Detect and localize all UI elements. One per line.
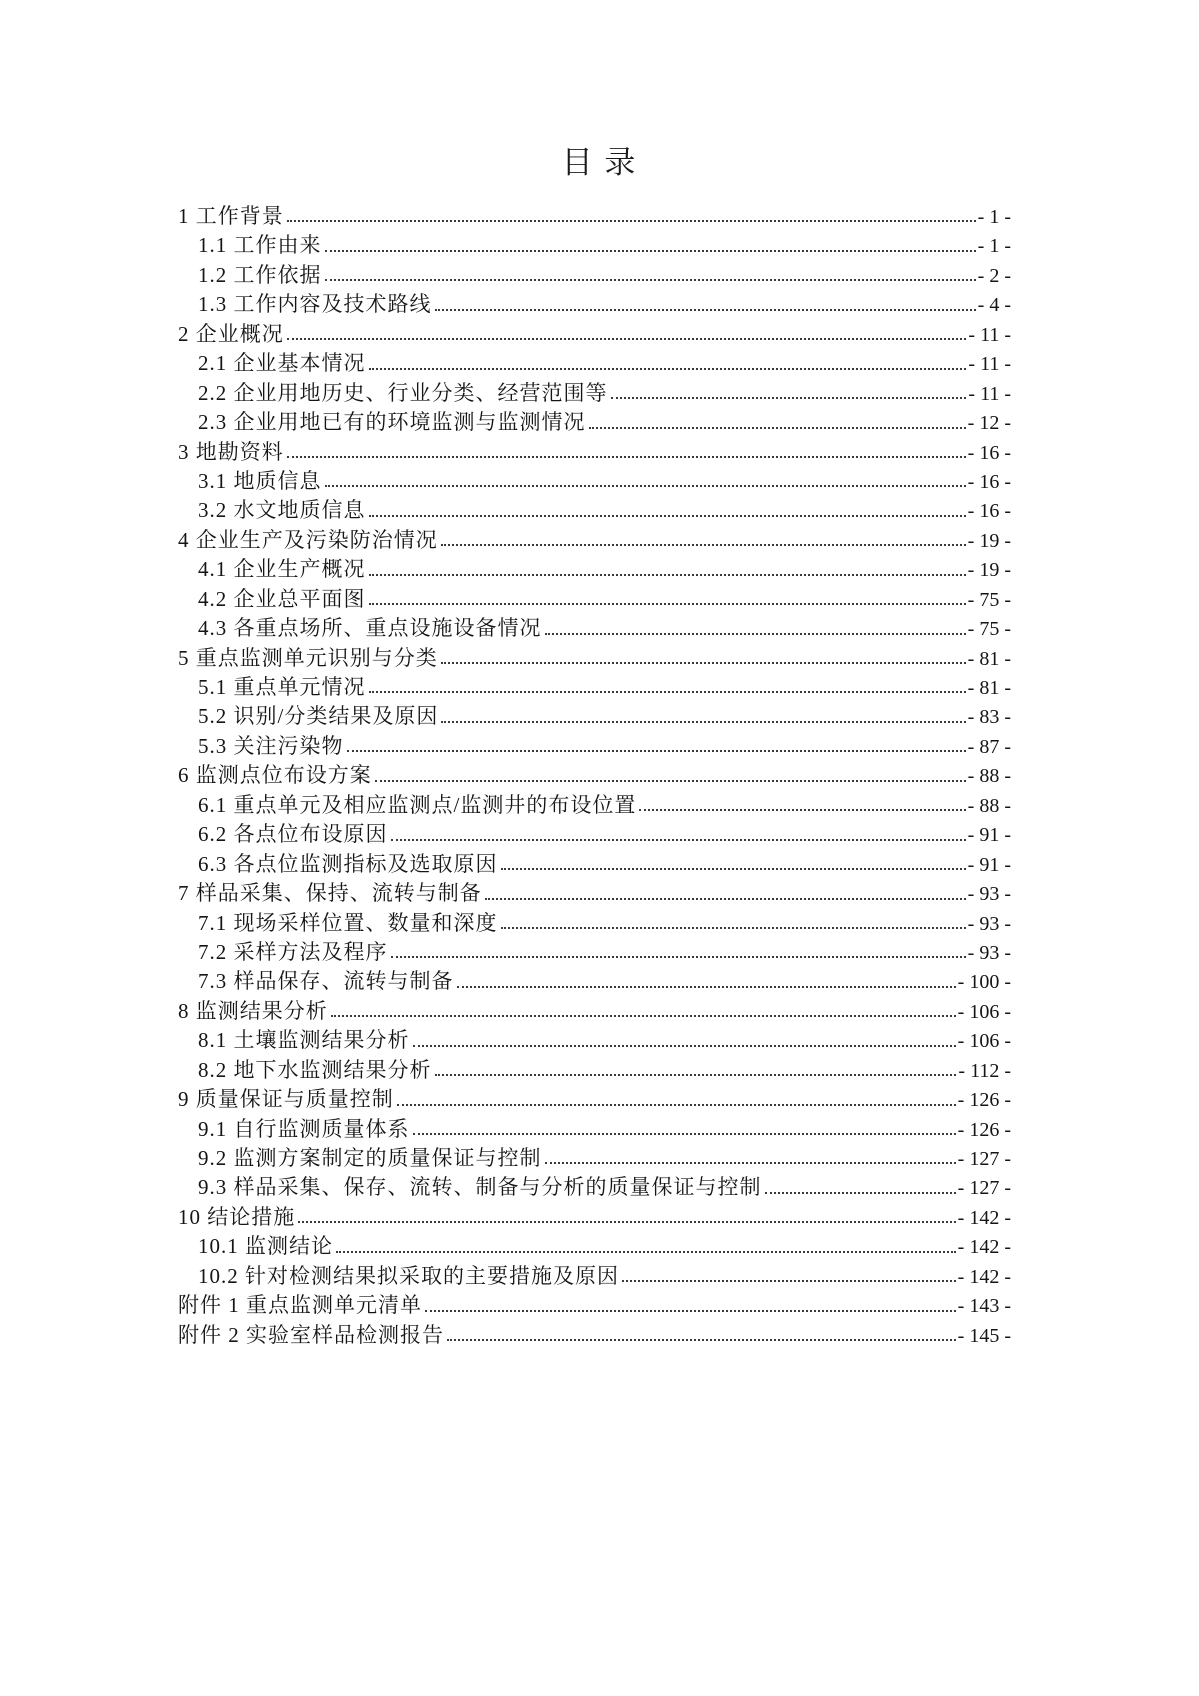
toc-entry[interactable]	[178, 1054, 1011, 1083]
dot-leader	[298, 1221, 955, 1223]
toc-entry-label: 10 结论措施	[178, 1204, 296, 1229]
dot-leader	[369, 515, 966, 517]
dot-leader	[441, 721, 965, 723]
toc-entry-label: 6.1 重点单元及相应监测点/监测井的布设位置	[198, 792, 637, 817]
toc-entry-page-number: - 112 -	[958, 1059, 1011, 1082]
toc-entry-page-number: - 12 -	[967, 412, 1011, 435]
toc-entry[interactable]	[178, 1024, 1011, 1053]
dot-leader	[413, 1133, 956, 1135]
toc-entry-label: 9 质量保证与质量控制	[178, 1087, 394, 1112]
dot-leader	[397, 1104, 956, 1106]
toc-entry-page-number: - 88 -	[967, 765, 1011, 788]
toc-entry-label: 4.1 企业生产概况	[198, 557, 366, 582]
toc-entry-label: 7.2 采样方法及程序	[198, 939, 388, 964]
toc-entry-page-number: - 1 -	[977, 206, 1011, 228]
dot-leader	[287, 338, 967, 340]
toc-entry-page-number: - 16 -	[967, 470, 1011, 493]
toc-entry-label: 3.1 地质信息	[198, 468, 322, 493]
dot-leader	[331, 1015, 956, 1017]
toc-entry-page-number: - 19 -	[967, 559, 1011, 582]
toc-entry-page-number: - 83 -	[967, 706, 1011, 729]
dot-leader	[391, 956, 966, 958]
toc-entry[interactable]	[178, 1171, 1011, 1200]
toc-entry[interactable]	[178, 936, 1011, 965]
toc-entry-label: 8.2 地下水监测结果分析	[198, 1057, 432, 1082]
dot-leader	[369, 574, 966, 576]
toc-entry[interactable]	[178, 789, 1011, 818]
toc-entry-label: 4 企业生产及污染防治情况	[178, 527, 438, 552]
page-title: 目 录	[561, 145, 638, 180]
toc-entry[interactable]	[178, 288, 1011, 317]
toc-entry[interactable]	[178, 377, 1011, 406]
toc-entry[interactable]	[178, 1142, 1011, 1171]
dot-leader	[391, 839, 966, 841]
toc-entry[interactable]	[178, 553, 1011, 582]
toc-entry-page-number: - 142 -	[957, 1265, 1011, 1288]
dot-leader	[435, 309, 976, 311]
toc-entry[interactable]	[178, 524, 1011, 553]
toc-entry-label: 6 监测点位布设方案	[178, 763, 372, 788]
dot-leader	[485, 898, 966, 900]
toc-entry-page-number: - 11 -	[968, 323, 1011, 346]
dot-leader	[545, 633, 966, 635]
toc-entry-label: 7.3 样品保存、流转与制备	[198, 969, 454, 994]
toc-entry[interactable]	[178, 1319, 1011, 1348]
toc-entry-page-number: - 142 -	[957, 1206, 1011, 1229]
dot-leader	[325, 250, 976, 252]
toc-entry-label: 4.3 各重点场所、重点设施设备情况	[198, 616, 542, 641]
dot-leader	[545, 1162, 956, 1164]
toc-entry-page-number: - 93 -	[967, 912, 1011, 935]
dot-leader	[457, 986, 956, 988]
toc-entry[interactable]	[178, 1083, 1011, 1112]
dot-leader	[413, 1045, 956, 1047]
toc-entry[interactable]	[178, 1201, 1011, 1230]
toc-entry[interactable]	[178, 700, 1011, 729]
toc-entry-label: 6.3 各点位监测指标及选取原因	[198, 851, 498, 876]
toc-entry-label: 附件 1 重点监测单元清单	[178, 1293, 422, 1318]
toc-entry[interactable]	[178, 612, 1011, 641]
toc-entry-label: 5 重点监测单元识别与分类	[178, 645, 438, 670]
toc-entry-label: 4.2 企业总平面图	[198, 586, 366, 611]
toc-entry-page-number: - 16 -	[967, 500, 1011, 523]
toc-entry-label: 2.2 企业用地历史、行业分类、经营范围等	[198, 380, 608, 405]
toc-entry-label: 1.2 工作依据	[198, 262, 322, 287]
toc-entry-label: 3.2 水文地质信息	[198, 498, 366, 523]
toc-list	[178, 200, 1011, 1348]
toc-entry[interactable]	[178, 759, 1011, 788]
toc-entry-label: 附件 2 实验室样品检测报告	[178, 1322, 444, 1347]
toc-entry[interactable]	[178, 436, 1011, 465]
toc-entry[interactable]	[178, 877, 1011, 906]
toc-entry-label: 8 监测结果分析	[178, 998, 328, 1023]
toc-entry-page-number: - 142 -	[957, 1236, 1011, 1259]
toc-entry-page-number: - 126 -	[957, 1089, 1011, 1112]
dot-leader	[369, 691, 966, 693]
toc-entry-page-number: - 11 -	[968, 382, 1011, 405]
toc-entry-label: 1.3 工作内容及技术路线	[198, 292, 432, 317]
toc-entry-page-number: - 106 -	[957, 1030, 1011, 1053]
toc-entry-page-number: - 91 -	[967, 824, 1011, 847]
toc-entry-label: 5.1 重点单元情况	[198, 675, 366, 699]
toc-entry[interactable]	[178, 583, 1011, 612]
toc-entry-page-number: - 106 -	[957, 1000, 1011, 1023]
toc-entry-label: 6.2 各点位布设原因	[198, 822, 388, 847]
toc-entry-page-number: - 91 -	[967, 853, 1011, 876]
toc-entry-label: 8.1 土壤监测结果分析	[198, 1028, 410, 1053]
toc-entry-label: 9.1 自行监测质量体系	[198, 1116, 410, 1141]
toc-entry-label: 3 地勘资料	[178, 439, 284, 464]
toc-entry[interactable]	[178, 1230, 1011, 1259]
toc-entry-page-number: - 143 -	[957, 1295, 1011, 1318]
toc-entry-page-number: - 75 -	[967, 618, 1011, 641]
toc-entry-page-number: - 75 -	[967, 588, 1011, 611]
toc-entry-label: 5.3 关注污染物	[198, 733, 344, 758]
toc-entry-page-number: - 87 -	[967, 735, 1011, 758]
toc-entry-page-number: - 100 -	[957, 971, 1011, 994]
dot-leader	[441, 544, 966, 546]
toc-entry-label: 1 工作背景	[178, 204, 284, 228]
dot-leader	[369, 368, 967, 370]
dot-leader	[425, 1310, 956, 1312]
toc-entry-page-number: - 11 -	[968, 353, 1011, 376]
toc-entry-label: 9.3 样品采集、保存、流转、制备与分析的质量保证与控制	[198, 1175, 762, 1200]
toc-entry[interactable]	[178, 259, 1011, 288]
toc-entry[interactable]	[178, 318, 1011, 347]
toc-entry-label: 7.1 现场采样位置、数量和深度	[198, 910, 498, 935]
toc-entry-page-number: - 16 -	[967, 441, 1011, 464]
dot-leader	[622, 1280, 956, 1282]
toc-entry[interactable]	[178, 1289, 1011, 1318]
dot-leader	[765, 1192, 956, 1194]
toc-entry-page-number: - 93 -	[967, 883, 1011, 906]
toc-entry-label: 10.1 监测结论	[198, 1234, 333, 1259]
toc-entry[interactable]	[178, 642, 1011, 671]
toc-entry[interactable]	[178, 1260, 1011, 1289]
dot-leader	[501, 868, 966, 870]
toc-entry-page-number: - 4 -	[977, 294, 1011, 317]
dot-leader	[287, 220, 976, 222]
dot-leader	[441, 662, 966, 664]
dot-leader	[369, 603, 966, 605]
toc-entry[interactable]	[178, 465, 1011, 494]
toc-entry[interactable]	[178, 818, 1011, 847]
toc-entry-page-number: - 93 -	[967, 941, 1011, 964]
toc-entry-label: 2 企业概况	[178, 321, 284, 346]
dot-leader	[325, 485, 966, 487]
toc-entry[interactable]	[178, 965, 1011, 994]
dot-leader	[336, 1251, 956, 1253]
toc-entry-label: 10.2 针对检测结果拟采取的主要措施及原因	[198, 1263, 619, 1288]
dot-leader	[639, 809, 965, 811]
dot-leader	[347, 750, 966, 752]
toc-entry-label: 7 样品采集、保持、流转与制备	[178, 881, 482, 906]
dot-leader	[435, 1074, 957, 1076]
toc-entry-label: 2.3 企业用地已有的环境监测与监测情况	[198, 410, 586, 435]
toc-entry[interactable]	[178, 907, 1011, 936]
toc-entry-page-number: - 81 -	[967, 677, 1011, 699]
toc-entry[interactable]	[178, 406, 1011, 435]
toc-entry-label: 2.1 企业基本情况	[198, 351, 366, 376]
dot-leader	[375, 780, 966, 782]
toc-entry[interactable]	[178, 848, 1011, 877]
dot-leader	[287, 456, 966, 458]
toc-entry[interactable]	[178, 995, 1011, 1024]
toc-entry[interactable]	[178, 1113, 1011, 1142]
toc-entry-page-number: - 127 -	[957, 1148, 1011, 1170]
dot-leader	[325, 279, 976, 281]
toc-entry-page-number: - 127 -	[957, 1177, 1011, 1200]
toc-entry-page-number: - 19 -	[967, 529, 1011, 552]
dot-leader	[589, 427, 966, 429]
toc-entry-page-number: - 88 -	[967, 794, 1011, 817]
dot-leader	[611, 397, 967, 399]
toc-entry[interactable]	[178, 229, 1011, 258]
toc-entry-label: 9.2 监测方案制定的质量保证与控制	[198, 1146, 542, 1170]
toc-entry-page-number: - 126 -	[957, 1118, 1011, 1141]
toc-entry[interactable]	[178, 347, 1011, 376]
toc-entry[interactable]	[178, 671, 1011, 700]
toc-entry-label: 5.2 识别/分类结果及原因	[198, 704, 439, 729]
toc-entry[interactable]	[178, 730, 1011, 759]
toc-entry-page-number: - 145 -	[957, 1324, 1011, 1347]
toc-entry-page-number: - 1 -	[977, 235, 1011, 258]
toc-entry[interactable]	[178, 200, 1011, 229]
toc-entry-page-number: - 2 -	[977, 264, 1011, 287]
dot-leader	[447, 1339, 956, 1341]
toc-entry-label: 1.1 工作由来	[198, 233, 322, 258]
dot-leader	[501, 927, 966, 929]
toc-entry[interactable]	[178, 494, 1011, 523]
toc-entry-page-number: - 81 -	[967, 647, 1011, 670]
